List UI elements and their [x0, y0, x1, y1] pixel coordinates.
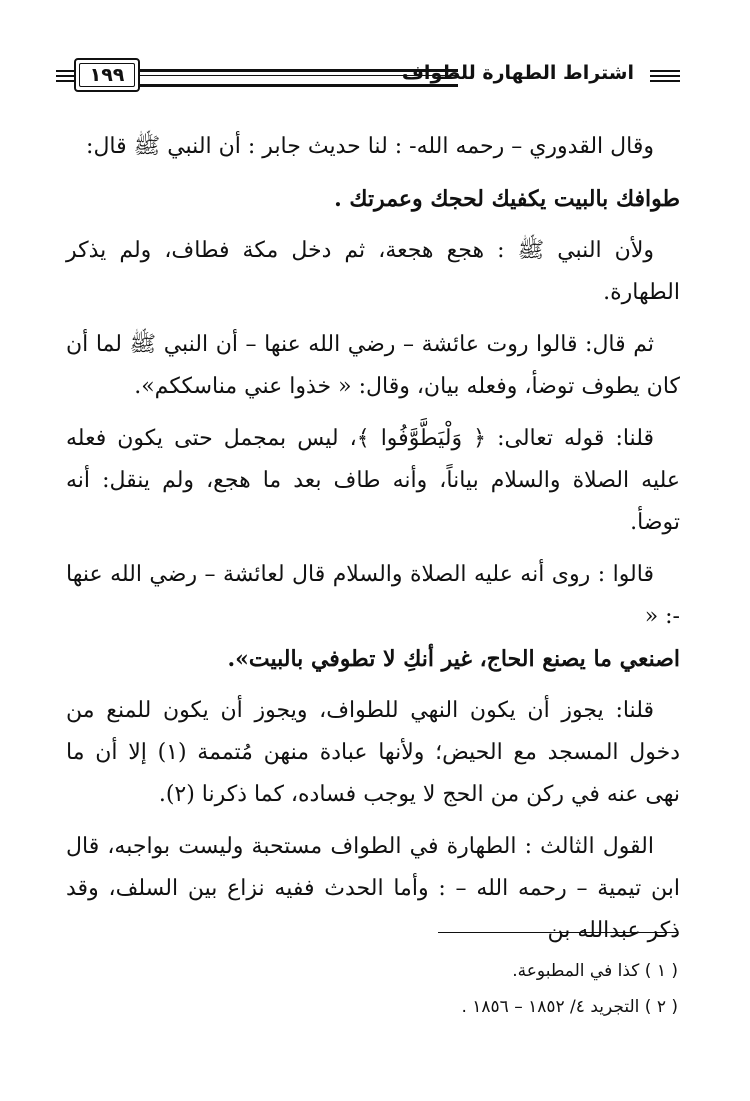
header-rule: [138, 69, 458, 87]
footnote: ( ٢ ) التجريد ٤/ ١٨٥٢ – ١٨٥٦ .: [461, 997, 678, 1017]
paragraph: ولأن النبي ﷺ : هجع هجعة، ثم دخل مكة فطاف، ولم يذكر الطهارة.: [66, 238, 680, 305]
paragraph: قلنا: يجوز أن يكون النهي للطواف، ويجوز أن يكون للمنع من دخول المسجد مع الحيض؛ ولأنها عبادة منهن مُتممة (١) إلا أن ما نهى عنه في ركن من الحج لا يوجب فساده، كما ذكرنا (٢).: [66, 698, 680, 807]
page-number: ١٩٩: [74, 58, 140, 92]
paragraph: القول الثالث : الطهارة في الطواف مستحبة وليست بواجبه، قال ابن تيمية – رحمه الله – : وأما الحدث ففيه نزاع بين السلف، وقد ذكر عبدالله بن: [66, 834, 680, 943]
footnote-divider: [438, 932, 678, 933]
paragraph: وقال القدوري – رحمه الله- : لنا حديث جابر : أن النبي ﷺ قال:: [86, 134, 654, 159]
paragraph: ثم قال: قالوا روت عائشة – رضي الله عنها – أن النبي ﷺ لما أن كان يطوف توضأ، وفعله بيان، وقال: « خذوا عني مناسككم».: [66, 332, 680, 399]
main-text: [66, 126, 680, 962]
header-ornament-right: [650, 70, 680, 84]
footnote: ( ١ ) كذا في المطبوعة.: [512, 961, 678, 981]
hadith-quote: اصنعي ما يصنع الحاج، غير أنكِ لا تطوفي بالبيت».: [227, 646, 680, 672]
hadith-quote: طوافك بالبيت يكفيك لحجك وعمرتك .: [334, 186, 680, 212]
paragraph: قلنا: قوله تعالى: ﴿ وَلْيَطَّوَّفُوا ﴾، ليس بمجمل حتى يكون فعله عليه الصلاة والسلام بياناً، وأنه طاف بعد ما هجع، ولم ينقل: أنه توضأ.: [66, 426, 680, 535]
paragraph: قالوا : روى أنه عليه الصلاة والسلام قال لعائشة – رضي الله عنها -: «: [66, 562, 680, 629]
header-ornament-left: [56, 70, 76, 85]
chapter-title: اشتراط الطهارة للطواف: [401, 62, 634, 84]
footnotes: [78, 956, 678, 1028]
page-header: [60, 58, 680, 94]
